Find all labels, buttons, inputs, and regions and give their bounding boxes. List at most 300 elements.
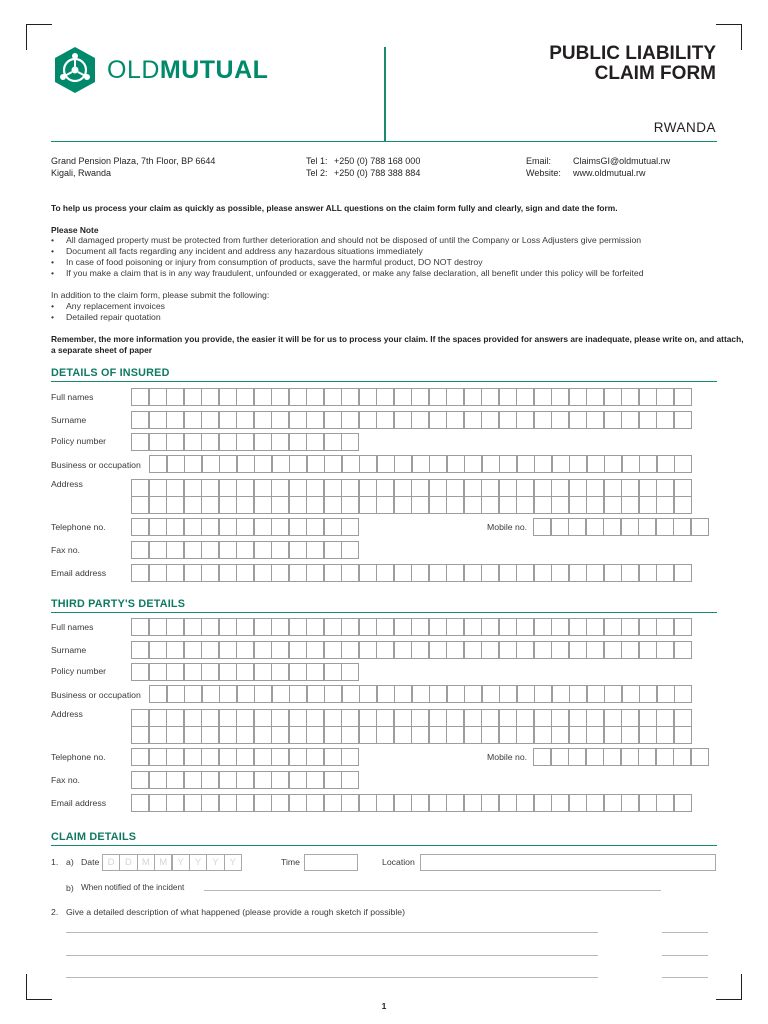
character-box[interactable] bbox=[236, 388, 254, 406]
character-box[interactable] bbox=[429, 388, 447, 406]
character-box[interactable] bbox=[324, 433, 342, 451]
character-box[interactable] bbox=[236, 709, 254, 727]
character-box[interactable] bbox=[639, 388, 657, 406]
character-box[interactable] bbox=[167, 685, 185, 703]
character-box[interactable] bbox=[517, 685, 535, 703]
character-box[interactable] bbox=[657, 685, 675, 703]
character-box[interactable] bbox=[254, 726, 272, 744]
character-box[interactable] bbox=[289, 794, 307, 812]
character-box[interactable] bbox=[184, 496, 202, 514]
character-box[interactable] bbox=[603, 748, 621, 766]
character-box[interactable] bbox=[166, 411, 184, 429]
character-box[interactable] bbox=[324, 794, 342, 812]
character-box[interactable] bbox=[359, 618, 377, 636]
character-box[interactable] bbox=[603, 518, 621, 536]
character-box[interactable] bbox=[324, 479, 342, 497]
character-box[interactable] bbox=[446, 709, 464, 727]
character-box[interactable] bbox=[622, 455, 640, 473]
character-box[interactable] bbox=[394, 455, 412, 473]
character-box[interactable] bbox=[639, 479, 657, 497]
character-box[interactable] bbox=[236, 726, 254, 744]
character-box[interactable] bbox=[482, 455, 500, 473]
character-box[interactable] bbox=[149, 518, 167, 536]
character-box[interactable] bbox=[219, 455, 237, 473]
character-box[interactable] bbox=[289, 455, 307, 473]
location-field[interactable] bbox=[420, 854, 716, 871]
character-box[interactable] bbox=[429, 455, 447, 473]
character-box[interactable] bbox=[341, 771, 359, 789]
character-box[interactable] bbox=[656, 618, 674, 636]
character-box[interactable] bbox=[341, 748, 359, 766]
character-box[interactable] bbox=[149, 479, 167, 497]
character-box[interactable] bbox=[306, 771, 324, 789]
character-box[interactable] bbox=[394, 411, 412, 429]
character-box[interactable] bbox=[656, 564, 674, 582]
character-box[interactable] bbox=[324, 455, 342, 473]
character-box[interactable] bbox=[481, 564, 499, 582]
character-box[interactable] bbox=[481, 794, 499, 812]
character-box[interactable] bbox=[534, 794, 552, 812]
character-box[interactable] bbox=[481, 388, 499, 406]
character-box[interactable] bbox=[464, 564, 482, 582]
character-box[interactable] bbox=[149, 771, 167, 789]
character-box[interactable] bbox=[324, 771, 342, 789]
character-box[interactable] bbox=[289, 388, 307, 406]
date-digit-box[interactable]: Y bbox=[206, 854, 224, 871]
character-box[interactable] bbox=[272, 685, 290, 703]
character-box[interactable] bbox=[656, 518, 674, 536]
third-party-telephone-field[interactable] bbox=[131, 748, 359, 766]
character-box[interactable] bbox=[201, 663, 219, 681]
character-box[interactable] bbox=[236, 479, 254, 497]
character-box[interactable] bbox=[411, 411, 429, 429]
character-box[interactable] bbox=[622, 685, 640, 703]
character-box[interactable] bbox=[236, 541, 254, 559]
character-box[interactable] bbox=[621, 518, 639, 536]
character-box[interactable] bbox=[516, 496, 534, 514]
character-box[interactable] bbox=[149, 685, 167, 703]
character-box[interactable] bbox=[271, 709, 289, 727]
character-box[interactable] bbox=[149, 641, 167, 659]
character-box[interactable] bbox=[324, 411, 342, 429]
character-box[interactable] bbox=[446, 479, 464, 497]
character-box[interactable] bbox=[184, 455, 202, 473]
third-party-email-field[interactable] bbox=[131, 794, 691, 812]
character-box[interactable] bbox=[289, 771, 307, 789]
character-box[interactable] bbox=[307, 455, 325, 473]
character-box[interactable] bbox=[394, 794, 412, 812]
character-box[interactable] bbox=[656, 726, 674, 744]
character-box[interactable] bbox=[149, 726, 167, 744]
third-party-business-field[interactable] bbox=[149, 685, 692, 703]
character-box[interactable] bbox=[131, 541, 149, 559]
character-box[interactable] bbox=[341, 794, 359, 812]
character-box[interactable] bbox=[184, 709, 202, 727]
character-box[interactable] bbox=[324, 748, 342, 766]
character-box[interactable] bbox=[341, 433, 359, 451]
character-box[interactable] bbox=[586, 388, 604, 406]
character-box[interactable] bbox=[184, 794, 202, 812]
third-party-policy-number-field[interactable] bbox=[131, 663, 359, 681]
character-box[interactable] bbox=[201, 641, 219, 659]
character-box[interactable] bbox=[464, 496, 482, 514]
character-box[interactable] bbox=[184, 685, 202, 703]
character-box[interactable] bbox=[586, 496, 604, 514]
character-box[interactable] bbox=[482, 685, 500, 703]
character-box[interactable] bbox=[674, 794, 692, 812]
character-box[interactable] bbox=[271, 771, 289, 789]
character-box[interactable] bbox=[552, 455, 570, 473]
character-box[interactable] bbox=[166, 748, 184, 766]
character-box[interactable] bbox=[604, 411, 622, 429]
character-box[interactable] bbox=[254, 518, 272, 536]
character-box[interactable] bbox=[481, 641, 499, 659]
character-box[interactable] bbox=[447, 685, 465, 703]
character-box[interactable] bbox=[341, 518, 359, 536]
date-digit-box[interactable]: M bbox=[154, 854, 172, 871]
character-box[interactable] bbox=[254, 641, 272, 659]
character-box[interactable] bbox=[289, 564, 307, 582]
character-box[interactable] bbox=[411, 709, 429, 727]
character-box[interactable] bbox=[499, 411, 517, 429]
character-box[interactable] bbox=[586, 618, 604, 636]
character-box[interactable] bbox=[219, 748, 237, 766]
character-box[interactable] bbox=[499, 388, 517, 406]
character-box[interactable] bbox=[429, 794, 447, 812]
character-box[interactable] bbox=[429, 479, 447, 497]
character-box[interactable] bbox=[131, 709, 149, 727]
character-box[interactable] bbox=[639, 641, 657, 659]
character-box[interactable] bbox=[289, 518, 307, 536]
character-box[interactable] bbox=[201, 726, 219, 744]
notification-answer-line[interactable] bbox=[204, 890, 661, 891]
character-box[interactable] bbox=[341, 411, 359, 429]
character-box[interactable] bbox=[184, 618, 202, 636]
character-box[interactable] bbox=[254, 709, 272, 727]
character-box[interactable] bbox=[272, 455, 290, 473]
character-box[interactable] bbox=[201, 748, 219, 766]
character-box[interactable] bbox=[551, 726, 569, 744]
character-box[interactable] bbox=[219, 709, 237, 727]
character-box[interactable] bbox=[499, 641, 517, 659]
character-box[interactable] bbox=[289, 685, 307, 703]
character-box[interactable] bbox=[149, 433, 167, 451]
character-box[interactable] bbox=[324, 541, 342, 559]
character-box[interactable] bbox=[219, 726, 237, 744]
character-box[interactable] bbox=[184, 663, 202, 681]
character-box[interactable] bbox=[166, 479, 184, 497]
character-box[interactable] bbox=[131, 748, 149, 766]
character-box[interactable] bbox=[149, 794, 167, 812]
character-box[interactable] bbox=[569, 726, 587, 744]
character-box[interactable] bbox=[534, 479, 552, 497]
character-box[interactable] bbox=[534, 564, 552, 582]
character-box[interactable] bbox=[219, 496, 237, 514]
character-box[interactable] bbox=[359, 411, 377, 429]
third-party-surname-field[interactable] bbox=[131, 641, 691, 659]
character-box[interactable] bbox=[516, 641, 534, 659]
character-box[interactable] bbox=[149, 709, 167, 727]
character-box[interactable] bbox=[429, 564, 447, 582]
character-box[interactable] bbox=[341, 564, 359, 582]
date-digit-box[interactable]: Y bbox=[189, 854, 207, 871]
character-box[interactable] bbox=[446, 618, 464, 636]
character-box[interactable] bbox=[604, 455, 622, 473]
character-box[interactable] bbox=[166, 771, 184, 789]
character-box[interactable] bbox=[306, 709, 324, 727]
character-box[interactable] bbox=[656, 748, 674, 766]
character-box[interactable] bbox=[569, 641, 587, 659]
character-box[interactable] bbox=[184, 388, 202, 406]
character-box[interactable] bbox=[149, 455, 167, 473]
character-box[interactable] bbox=[534, 709, 552, 727]
character-box[interactable] bbox=[324, 709, 342, 727]
character-box[interactable] bbox=[621, 411, 639, 429]
character-box[interactable] bbox=[131, 564, 149, 582]
character-box[interactable] bbox=[342, 685, 360, 703]
character-box[interactable] bbox=[254, 455, 272, 473]
character-box[interactable] bbox=[376, 794, 394, 812]
character-box[interactable] bbox=[184, 726, 202, 744]
character-box[interactable] bbox=[324, 564, 342, 582]
character-box[interactable] bbox=[587, 685, 605, 703]
character-box[interactable] bbox=[254, 748, 272, 766]
character-box[interactable] bbox=[621, 794, 639, 812]
character-box[interactable] bbox=[569, 455, 587, 473]
character-box[interactable] bbox=[376, 388, 394, 406]
time-field[interactable] bbox=[304, 854, 358, 871]
character-box[interactable] bbox=[674, 726, 692, 744]
character-box[interactable] bbox=[149, 748, 167, 766]
character-box[interactable] bbox=[621, 496, 639, 514]
character-box[interactable] bbox=[359, 709, 377, 727]
character-box[interactable] bbox=[568, 518, 586, 536]
character-box[interactable] bbox=[516, 618, 534, 636]
character-box[interactable] bbox=[551, 618, 569, 636]
character-box[interactable] bbox=[341, 641, 359, 659]
character-box[interactable] bbox=[569, 564, 587, 582]
character-box[interactable] bbox=[394, 641, 412, 659]
character-box[interactable] bbox=[604, 479, 622, 497]
character-box[interactable] bbox=[394, 479, 412, 497]
character-box[interactable] bbox=[604, 618, 622, 636]
character-box[interactable] bbox=[656, 794, 674, 812]
character-box[interactable] bbox=[184, 433, 202, 451]
description-answer-line-short[interactable] bbox=[662, 955, 708, 956]
character-box[interactable] bbox=[219, 479, 237, 497]
character-box[interactable] bbox=[499, 685, 517, 703]
character-box[interactable] bbox=[306, 433, 324, 451]
character-box[interactable] bbox=[324, 726, 342, 744]
character-box[interactable] bbox=[429, 641, 447, 659]
character-box[interactable] bbox=[516, 794, 534, 812]
character-box[interactable] bbox=[201, 479, 219, 497]
character-box[interactable] bbox=[324, 618, 342, 636]
character-box[interactable] bbox=[411, 496, 429, 514]
character-box[interactable] bbox=[499, 709, 517, 727]
insured-address-field-2[interactable] bbox=[131, 496, 691, 514]
character-box[interactable] bbox=[254, 685, 272, 703]
character-box[interactable] bbox=[464, 794, 482, 812]
character-box[interactable] bbox=[639, 794, 657, 812]
character-box[interactable] bbox=[131, 496, 149, 514]
character-box[interactable] bbox=[254, 618, 272, 636]
character-box[interactable] bbox=[569, 496, 587, 514]
character-box[interactable] bbox=[534, 388, 552, 406]
description-answer-line-short[interactable] bbox=[662, 932, 708, 933]
character-box[interactable] bbox=[673, 748, 691, 766]
character-box[interactable] bbox=[201, 518, 219, 536]
character-box[interactable] bbox=[166, 541, 184, 559]
character-box[interactable] bbox=[516, 726, 534, 744]
character-box[interactable] bbox=[394, 496, 412, 514]
character-box[interactable] bbox=[306, 496, 324, 514]
character-box[interactable] bbox=[569, 479, 587, 497]
character-box[interactable] bbox=[551, 411, 569, 429]
character-box[interactable] bbox=[306, 618, 324, 636]
character-box[interactable] bbox=[691, 518, 709, 536]
character-box[interactable] bbox=[342, 455, 360, 473]
character-box[interactable] bbox=[464, 411, 482, 429]
character-box[interactable] bbox=[376, 411, 394, 429]
character-box[interactable] bbox=[359, 455, 377, 473]
character-box[interactable] bbox=[289, 618, 307, 636]
character-box[interactable] bbox=[289, 541, 307, 559]
character-box[interactable] bbox=[534, 411, 552, 429]
character-box[interactable] bbox=[481, 618, 499, 636]
third-party-address-field-2[interactable] bbox=[131, 726, 691, 744]
character-box[interactable] bbox=[499, 794, 517, 812]
character-box[interactable] bbox=[324, 518, 342, 536]
character-box[interactable] bbox=[464, 479, 482, 497]
character-box[interactable] bbox=[446, 726, 464, 744]
character-box[interactable] bbox=[254, 663, 272, 681]
character-box[interactable] bbox=[219, 564, 237, 582]
character-box[interactable] bbox=[271, 748, 289, 766]
character-box[interactable] bbox=[166, 641, 184, 659]
character-box[interactable] bbox=[166, 618, 184, 636]
character-box[interactable] bbox=[551, 479, 569, 497]
character-box[interactable] bbox=[674, 641, 692, 659]
character-box[interactable] bbox=[638, 748, 656, 766]
character-box[interactable] bbox=[411, 479, 429, 497]
character-box[interactable] bbox=[534, 641, 552, 659]
character-box[interactable] bbox=[201, 433, 219, 451]
character-box[interactable] bbox=[219, 794, 237, 812]
character-box[interactable] bbox=[376, 709, 394, 727]
insured-mobile-field[interactable] bbox=[533, 518, 708, 536]
character-box[interactable] bbox=[674, 388, 692, 406]
character-box[interactable] bbox=[499, 479, 517, 497]
character-box[interactable] bbox=[674, 411, 692, 429]
character-box[interactable] bbox=[289, 433, 307, 451]
character-box[interactable] bbox=[359, 726, 377, 744]
character-box[interactable] bbox=[569, 411, 587, 429]
character-box[interactable] bbox=[551, 564, 569, 582]
character-box[interactable] bbox=[184, 748, 202, 766]
character-box[interactable] bbox=[306, 518, 324, 536]
character-box[interactable] bbox=[534, 496, 552, 514]
character-box[interactable] bbox=[166, 564, 184, 582]
character-box[interactable] bbox=[271, 479, 289, 497]
character-box[interactable] bbox=[691, 748, 709, 766]
character-box[interactable] bbox=[551, 518, 569, 536]
character-box[interactable] bbox=[289, 496, 307, 514]
character-box[interactable] bbox=[289, 726, 307, 744]
character-box[interactable] bbox=[341, 388, 359, 406]
character-box[interactable] bbox=[412, 455, 430, 473]
character-box[interactable] bbox=[341, 618, 359, 636]
character-box[interactable] bbox=[446, 496, 464, 514]
character-box[interactable] bbox=[481, 709, 499, 727]
character-box[interactable] bbox=[271, 618, 289, 636]
character-box[interactable] bbox=[604, 564, 622, 582]
character-box[interactable] bbox=[219, 388, 237, 406]
character-box[interactable] bbox=[412, 685, 430, 703]
character-box[interactable] bbox=[586, 748, 604, 766]
character-box[interactable] bbox=[429, 726, 447, 744]
character-box[interactable] bbox=[586, 518, 604, 536]
character-box[interactable] bbox=[586, 709, 604, 727]
character-box[interactable] bbox=[621, 479, 639, 497]
character-box[interactable] bbox=[306, 663, 324, 681]
character-box[interactable] bbox=[254, 388, 272, 406]
character-box[interactable] bbox=[219, 771, 237, 789]
character-box[interactable] bbox=[394, 388, 412, 406]
character-box[interactable] bbox=[376, 726, 394, 744]
character-box[interactable] bbox=[499, 726, 517, 744]
character-box[interactable] bbox=[271, 518, 289, 536]
character-box[interactable] bbox=[604, 388, 622, 406]
character-box[interactable] bbox=[499, 496, 517, 514]
character-box[interactable] bbox=[359, 685, 377, 703]
character-box[interactable] bbox=[481, 479, 499, 497]
character-box[interactable] bbox=[271, 726, 289, 744]
character-box[interactable] bbox=[499, 564, 517, 582]
character-box[interactable] bbox=[166, 663, 184, 681]
character-box[interactable] bbox=[552, 685, 570, 703]
character-box[interactable] bbox=[271, 541, 289, 559]
description-answer-line-short[interactable] bbox=[662, 977, 708, 978]
character-box[interactable] bbox=[551, 388, 569, 406]
character-box[interactable] bbox=[516, 479, 534, 497]
character-box[interactable] bbox=[411, 794, 429, 812]
insured-policy-number-field[interactable] bbox=[131, 433, 359, 451]
character-box[interactable] bbox=[201, 618, 219, 636]
character-box[interactable] bbox=[569, 794, 587, 812]
character-box[interactable] bbox=[621, 564, 639, 582]
character-box[interactable] bbox=[411, 388, 429, 406]
character-box[interactable] bbox=[447, 455, 465, 473]
character-box[interactable] bbox=[236, 518, 254, 536]
character-box[interactable] bbox=[621, 641, 639, 659]
character-box[interactable] bbox=[656, 641, 674, 659]
character-box[interactable] bbox=[341, 709, 359, 727]
character-box[interactable] bbox=[411, 641, 429, 659]
character-box[interactable] bbox=[673, 518, 691, 536]
character-box[interactable] bbox=[201, 496, 219, 514]
character-box[interactable] bbox=[306, 726, 324, 744]
character-box[interactable] bbox=[621, 709, 639, 727]
character-box[interactable] bbox=[236, 411, 254, 429]
description-answer-line[interactable] bbox=[66, 955, 598, 956]
character-box[interactable] bbox=[621, 618, 639, 636]
insured-business-field[interactable] bbox=[149, 455, 692, 473]
character-box[interactable] bbox=[184, 541, 202, 559]
insured-telephone-field[interactable] bbox=[131, 518, 359, 536]
character-box[interactable] bbox=[324, 663, 342, 681]
character-box[interactable] bbox=[359, 564, 377, 582]
